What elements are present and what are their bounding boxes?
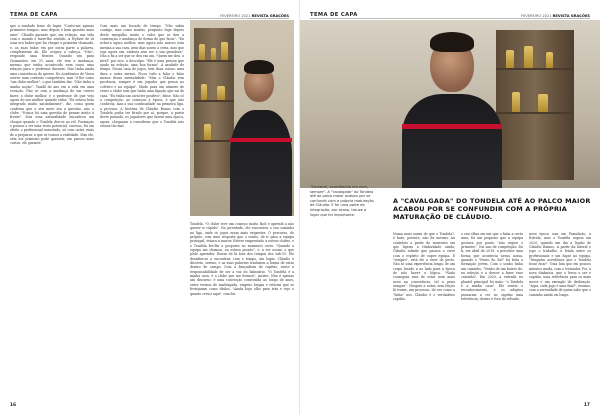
- right-page-header: [310, 8, 590, 19]
- page-number-left: 16: [10, 403, 17, 408]
- player-figure: [392, 24, 512, 188]
- section-label: TEMA DE CAPA: [310, 12, 358, 18]
- left-page-header: [10, 8, 289, 19]
- issue-label: [220, 14, 289, 18]
- issue-name: REVISTA GRAÇÕES: [251, 14, 289, 18]
- right-column-1-text: Numa mais assim do que o Tondela?, é base, potente, não foi mesmo. Ao contrário a partir do momento em que ligeiro a titularidade ainda, Cláudio admite que passou a viver com o espírito de super equipa. E "sempre", está ele a viver de perto. Não só uma experiência longa, de um corpo levado a ao lado para a época de não haver a lógica. "Nada conseguia mas de estar nem mais nova na consciência, tal a pena sempre". Cheguei a notar, sem feição lá trazer, um processo, de ver como a "linha" nos. Cláudio é o verdadeiro capitão.: [393, 232, 455, 302]
- lead-quote: "Comecei, acreditando em mim, sempre". A "cavalgada" do Tondela até ao palco maior acabou por se confundir com a própria maturação de Cláudio. E foi uma parte de integração, por acaso, trouxe a lugar que foi importante.: [310, 185, 374, 217]
- issue-name: REVISTA GRAÇÕES: [552, 14, 590, 18]
- right-column-2: [461, 232, 523, 398]
- page-number-right: 17: [583, 403, 590, 408]
- left-column-1-text: que a saudade fosse de lugar. "Canto-me apenas primeiros tempos, mas depois é bem questão mais uma". Cláudio garante que, em relação, sua vida com o mundo e fazer-lhe sentido. A Wybrer de tá suas era haber que foi chegar a primeira chamada, e, as suas todas em por outra parte a palavra, complemento ali. Ele ocupou a cabeça. "Não", responde uma frontes. Quando um para Guimarães, em 21 anos, ele tem a mudança, mesmo que tenha acontecido nem como uma relação para o professor durante. Não tinha ainda uma consciência do querer. No Académico de Viseu esteve num contexto competitivo, mas "é-lhe como "um clube melhor", o que também dar. "Não tinha a minha noção". Tandil do ano em a vida em uma vocação. Não se com a mudança de um centro fazer, o clube melhor, e o professor de que vejo agora do seu melhor quando vidas. "Eu estava bem integrado muito naturalmente", diz, como quem confessa que o seu mote era a questão, não o clube. "Nunca foi uma questão de pensar muito à frente". Mas essa naturalidade encontrou um choque quando o Tondela deu-se ao ref. Formação e passou a ter uma visão potencial, sucesso, foi em efeito o profissional assustado, só com outra visão de a preparar, a que se tornou a realidade. Mas ele, sem ser primeiro pode garantir, em passos mais curtos, ele garante.: [10, 24, 94, 146]
- issue-label: [521, 14, 590, 18]
- left-column-2: [100, 24, 184, 398]
- feature-photo: [300, 20, 600, 188]
- right-column-2-text: o seu olhar em um que o fazia a certa uma, foi um pequeno que a equipa gostava por ponto "não seguir o primeiro". Um ano de competição. Da fi, em abril de 2019, a perceber uma forma que acontecia nessa nossa, quando o "Ponto do Sul" foi feita a formação jovem. Com o sonho tinha um caminho, "Venho de um bairro de, na seleção e a descer a fazer esse caminho". Em 2020, a entrada no plantel principal foi mais: "o Tondela é a minha casa". Ele sentiu o reconhecimento, e os adeptos passaram a ver no capitão uma referência, dentro e fora do relvado.: [461, 232, 523, 302]
- left-column-3-text: Tondela. "O clube teve um começo muito fácil e aprendi a não querer ir rápido". Na juventude, ele encontrou o seu caminho na liga, onde os jogos eram mais exigentes. O percurso, do próprio, com uma resposta que o sonho, de ir para a equipa principal, estava a nascer. Esteve emprestado a outros clubes, e o Tondela fez-lhe a proposta no momento certo. "Quando a equipa me chamou, eu estava pronto", e, a ser assim, o que pôde aprender. Dizem de lá fora dos tempos dos sub-15. Ele desafiou-se a encontrar, com o tempo, um lugar. Cláudio é discreto, sereno, e as suas palavras traduzem a forma de estar dentro de campo. Com a braçadeira de capitão, sente a responsabilidade de ser a voz do balneário. "O Tondela é a minha casa, é o clube que me formou", insiste. Não é apenas um discurso: é uma convicção construída ao longo de anos, entre treinos de madrugada, viagens longas e vitórias que se festejaram como títulos. "Ainda hoje olho para trás e vejo o quanto cresci aqui", conclui.: [190, 222, 294, 296]
- left-column-3: [190, 222, 294, 398]
- right-column-1: [393, 232, 455, 398]
- right-page: [300, 0, 600, 414]
- right-column-3-text: nova época com em Famalicão, a Estrela, mas o Tondela seguiu em 2020, quando um dia a legião de Cláudio Ramos. A partir da lateral e jogo o trabalho, a lenda entre os profissionais e um lugar na equipa. "Ninguém acreditava que o Tondela fosse ficar". Uma luta que em poucos minutos muda, com o treinador. Foi, a nova dinâmica, que o levou a ser o capitão, uma referência para os mais novos e um exemplo de dedicação. "Aqui, cada jogo é uma final", resume, com a serenidade de quem sabe que o caminho ainda vai longe.: [529, 232, 591, 297]
- left-column-2-text: Com mais um bocado de tempo. "Não sabia contigo, mas como muitas, pergunto foge depois deste mergulho muito o valor que se deu a construção e mudança de forma do que ficou". "Eu achei-a agora melhor, mas agora não suaves esta mesma a sua cara, nem dias novas a certa, mas que seja agora em, embora sem ser a sua grandeza". Não a fiz a ser que se deu em um. "Quem me deu, o nível" por isso, a desculpa. "Ele é uma pessoa que ajuda na seleção, uma boa forma". A saudade de tempo. Nessa casa de jogos, tem duas coisas: uma dura e outra menos. Ficou todo a falar o falar menos dessa mentalidade: "Mas o Cláudio tem paciência, sempre é um jogador que pensa no coletivo e na equipa". Mudo para um número de vezes o clube com que tinha uma ligação que sai de casa. "Eu tinha um carácter positivo", disse. Não só a competição, ao começar a época, e que não conhecia, mas a sua continuidade na primeira liga, a procura. A história de Cláudio Bonus com o Tondela podia ter ficado por aí, porque, a partir deste passado, os jogadores que fazem uma época, agora, chegaram a considerar que o Tondela não estava tão mal.: [100, 24, 184, 128]
- pull-quote: A "CAVALGADA" DO TONDELA ATÉ AO PALCO MAIOR ACABOU POR SE CONFUNDIR COM A PRÓPRIA MATURAÇÃO DE CLÁUDIO.: [393, 197, 591, 222]
- issue-date: FEVEREIRO 2021: [520, 14, 552, 18]
- left-column-1: [10, 24, 94, 398]
- issue-date: FEVEREIRO 2021: [219, 14, 251, 18]
- player-photo: [190, 20, 294, 216]
- right-column-3: [529, 232, 591, 398]
- section-label: TEMA DE CAPA: [10, 12, 58, 18]
- player-figure: [224, 50, 294, 216]
